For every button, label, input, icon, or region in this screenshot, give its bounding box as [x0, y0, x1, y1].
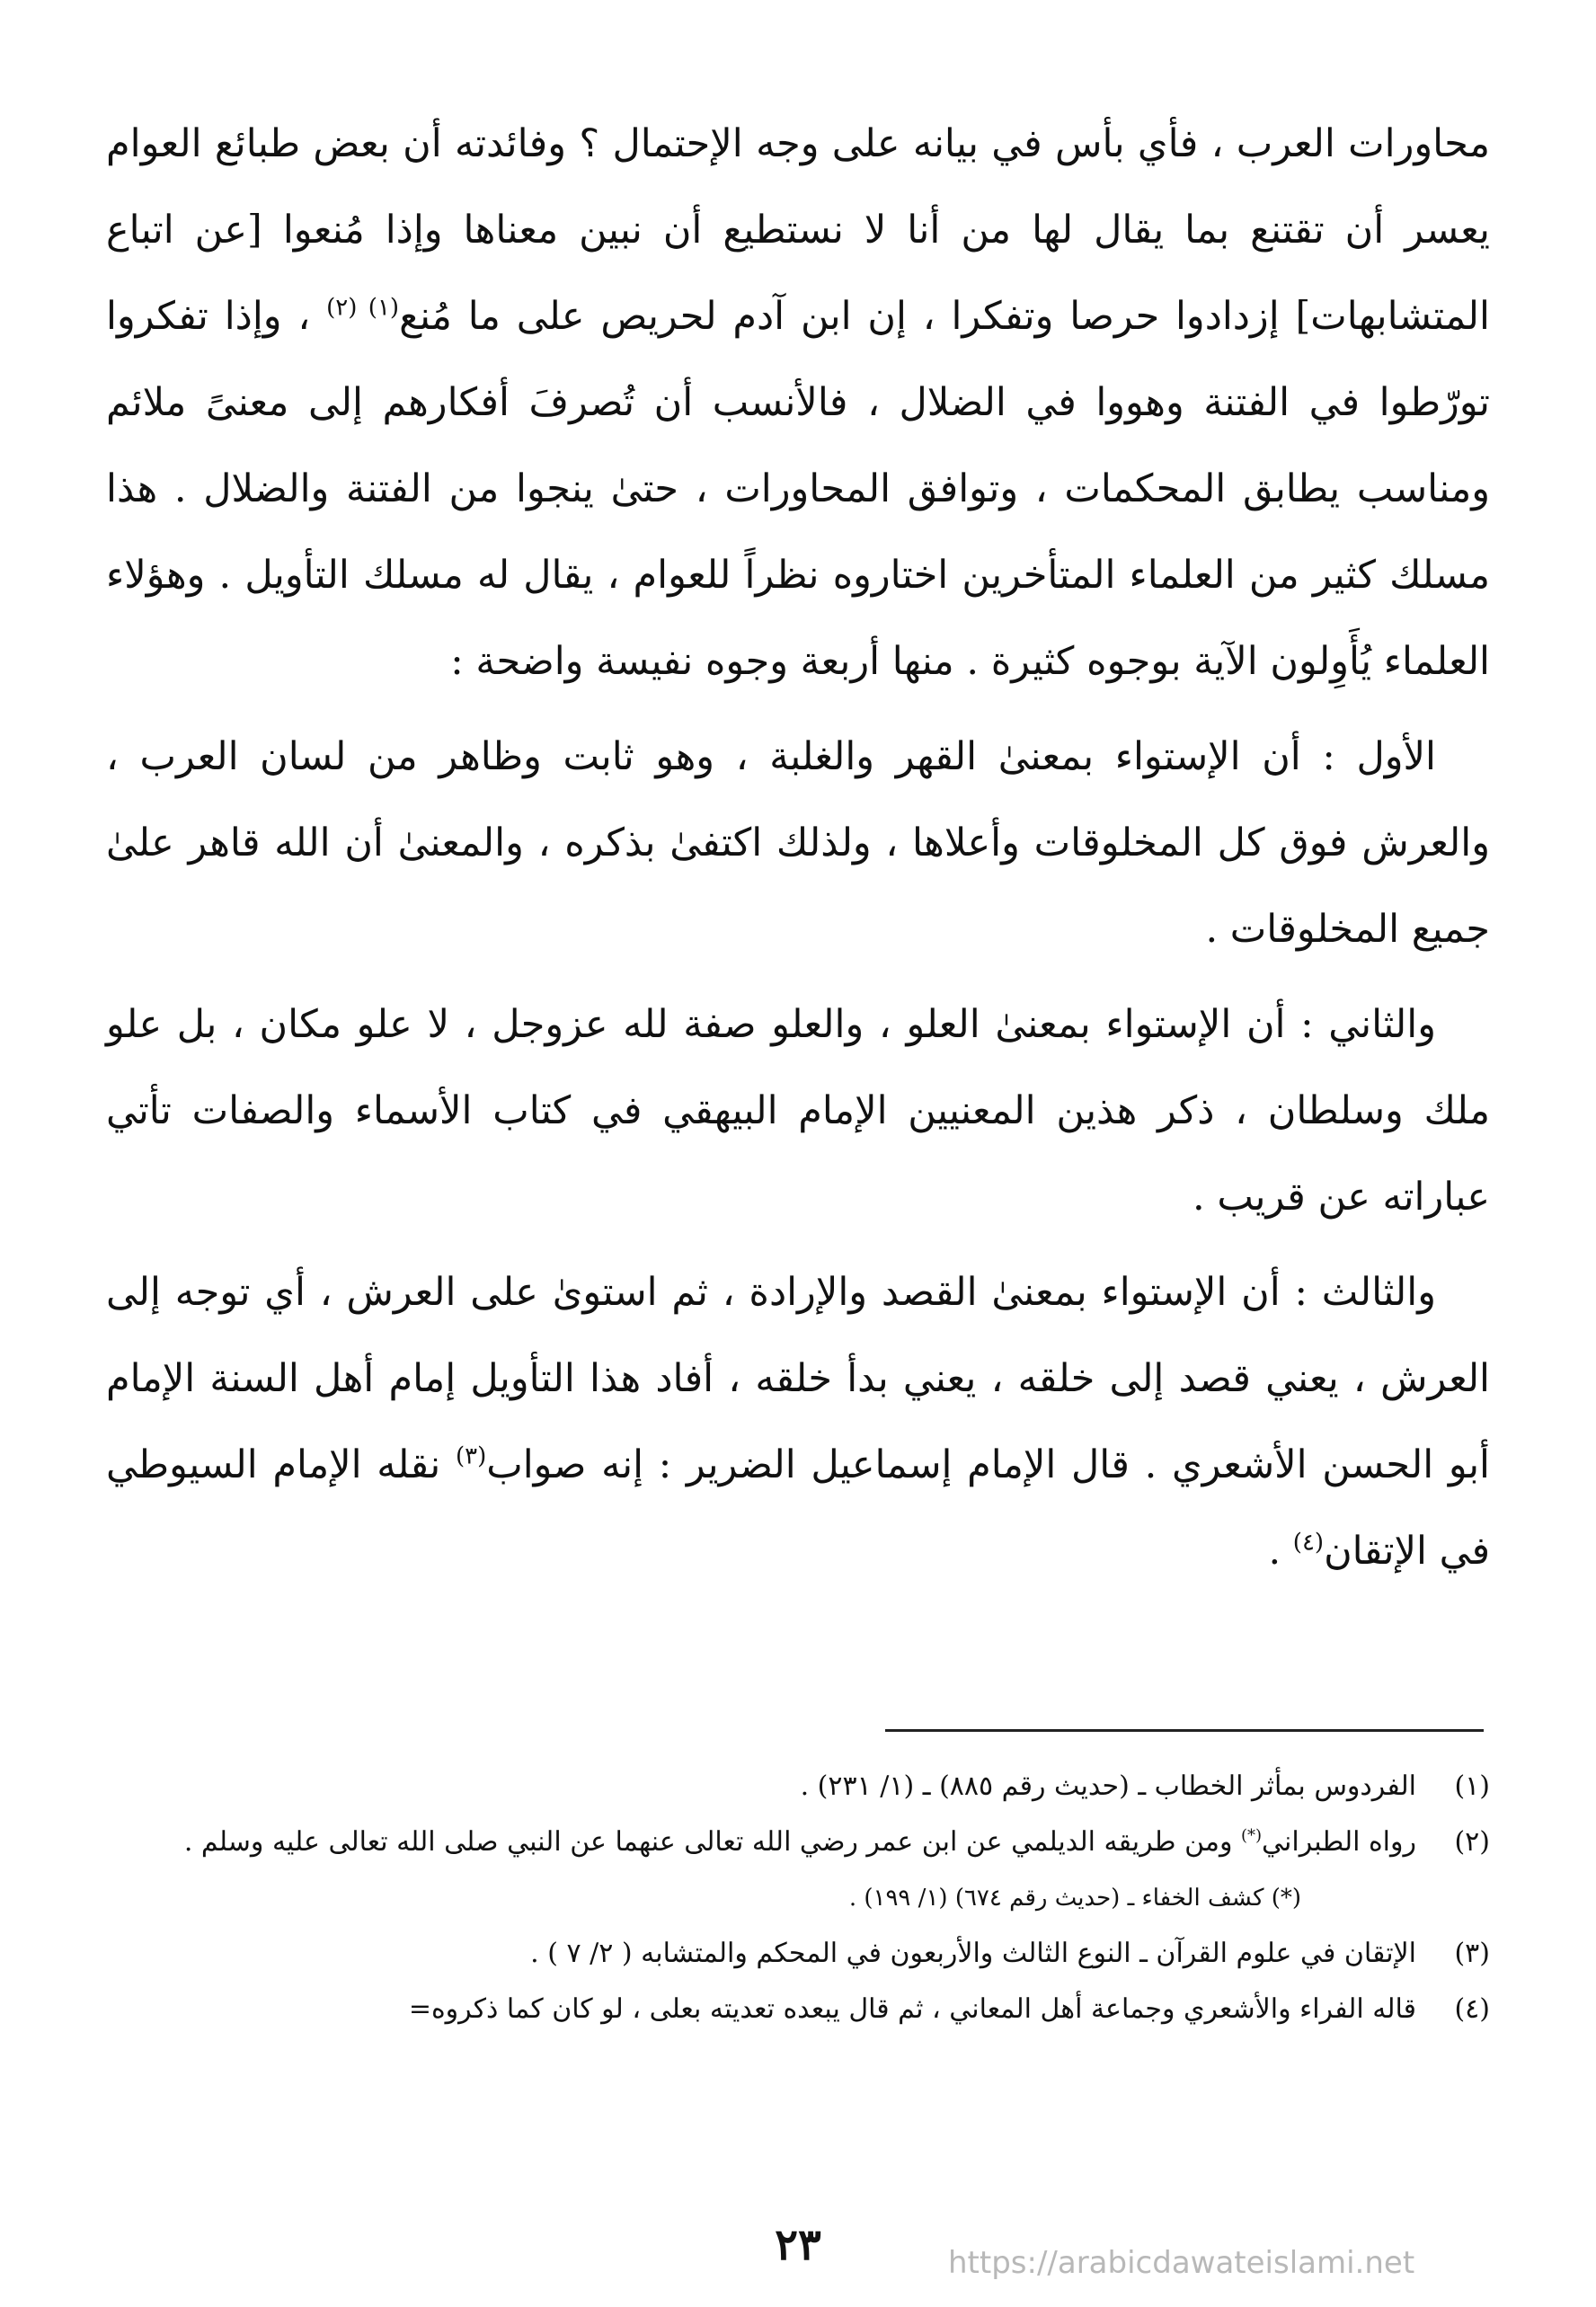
footnote-text: الفردوس بمأثر الخطاب ـ (حديث رقم ٨٨٥) ـ (١/ ٢٣١) . — [800, 1770, 1416, 1802]
footnote-text-rest: ومن طريقه الديلمي عن ابن عمر رضي الله تعالى عنهما عن النبي صلى الله تعالى عليه وسلم . — [183, 1826, 1241, 1858]
footnote-3 — [106, 1929, 1490, 1979]
paragraph-third-text-end: . — [1268, 1529, 1293, 1574]
footnote-ref-3[interactable]: (٣) — [455, 1442, 487, 1470]
footnote-number: (١) — [1454, 1770, 1490, 1802]
footnote-ref-1-2[interactable]: (١) (٢) — [326, 294, 400, 322]
paragraph-third-text-mid: نقله الإمام السيوطي في الإتقان — [106, 1442, 1490, 1574]
page-number: ٢٣ — [775, 2220, 821, 2270]
main-text — [106, 101, 1490, 1594]
paragraph-third-interpretation — [106, 1249, 1490, 1594]
paragraph-intro — [106, 101, 1490, 705]
footnote-ref-4[interactable]: (٤) — [1292, 1529, 1325, 1557]
watermark-url: https://arabicdawateislami.net — [948, 2245, 1415, 2281]
footnote-subnote-text: (*) كشف الخفاء ـ (حديث رقم ٦٧٤) (١/ ١٩٩) . — [848, 1885, 1301, 1912]
paragraph-first-interpretation: الأول : أن الإستواء بمعنىٰ القهر والغلبة ، وهو ثابت وظاهر من لسان العرب ، والعرش فوق كل المخلوقات وأعلاها ، ولذلك اكتفىٰ بذكره ، والمعنىٰ أن الله قاهر علىٰ جميع المخلوقات . — [106, 734, 1490, 952]
footnote-2-subnote — [106, 1873, 1490, 1923]
footnote-star-ref: (*) — [1241, 1826, 1263, 1845]
footnote-number: (٢) — [1454, 1826, 1490, 1858]
footnote-number: (٣) — [1454, 1938, 1490, 1969]
footnote-1 — [106, 1761, 1490, 1812]
footnote-number: (٤) — [1454, 1993, 1490, 2025]
footnote-separator — [885, 1729, 1484, 1732]
paragraph-second-interpretation: والثاني : أن الإستواء بمعنىٰ العلو ، والعلو صفة لله عزوجل ، لا علو مكان ، بل علو ملك وسلطان ، ذكر هذين المعنيين الإمام البيهقي في كتاب الأسماء والصفات تأتي عباراته عن قريب . — [106, 1002, 1490, 1220]
footnote-text: الإتقان في علوم القرآن ـ النوع الثالث والأربعون في المحكم والمتشابه ( ٢/ ٧ ) . — [530, 1938, 1416, 1969]
paragraph-third-text: والثالث : أن الإستواء بمعنىٰ القصد والإرادة ، ثم استوىٰ على العرش ، أي توجه إلى العرش ، يعني قصد إلى خلقه ، يعني بدأ خلقه ، أفاد هذا التأويل إمام أهل السنة الإمام أبو الحسن الأشعري . قال الإمام إسماعيل الضرير : إنه صواب — [106, 1270, 1490, 1487]
footnote-2 — [106, 1817, 1490, 1868]
paragraph-intro-text: محاورات العرب ، فأي بأس في بيانه على وجه الإحتمال ؟ وفائدته أن بعض طبائع العوام يعسر أن تقتنع بما يقال لها من أنا لا نستطيع أن نبين معناها وإذا مُنعوا [عن اتباع المتشابهات] إزدادوا حرصا وتفكرا ، إن ابن آدم لحريص على ما مُنع — [106, 121, 1490, 339]
footnote-text — [106, 1817, 1416, 1868]
footnotes — [106, 1761, 1490, 2040]
footnote-text-start: رواه الطبراني — [1262, 1826, 1416, 1858]
footnote-4 — [106, 1984, 1490, 2035]
paragraph-intro-text-rest: ، وإذا تفكروا تورّطوا في الفتنة وهووا في الضلال ، فالأنسب أن تُصرفَ أفكارهم إلى معنىً ملائم ومناسب يطابق المحكمات ، وتوافق المحاورات ، حتىٰ ينجوا من الفتنة والضلال . هذا مسلك كثير من العلماء المتأخرين اختاروه نظراً للعوام ، يقال له مسلك التأويل . وهؤلاء العلماء يُأَوِلون الآية بوجوه كثيرة . منها أربعة وجوه نفيسة واضحة : — [106, 294, 1490, 684]
footnote-text: قاله الفراء والأشعري وجماعة أهل المعاني ، ثم قال يبعده تعديته بعلى ، لو كان كما ذكروه= — [408, 1993, 1416, 2025]
